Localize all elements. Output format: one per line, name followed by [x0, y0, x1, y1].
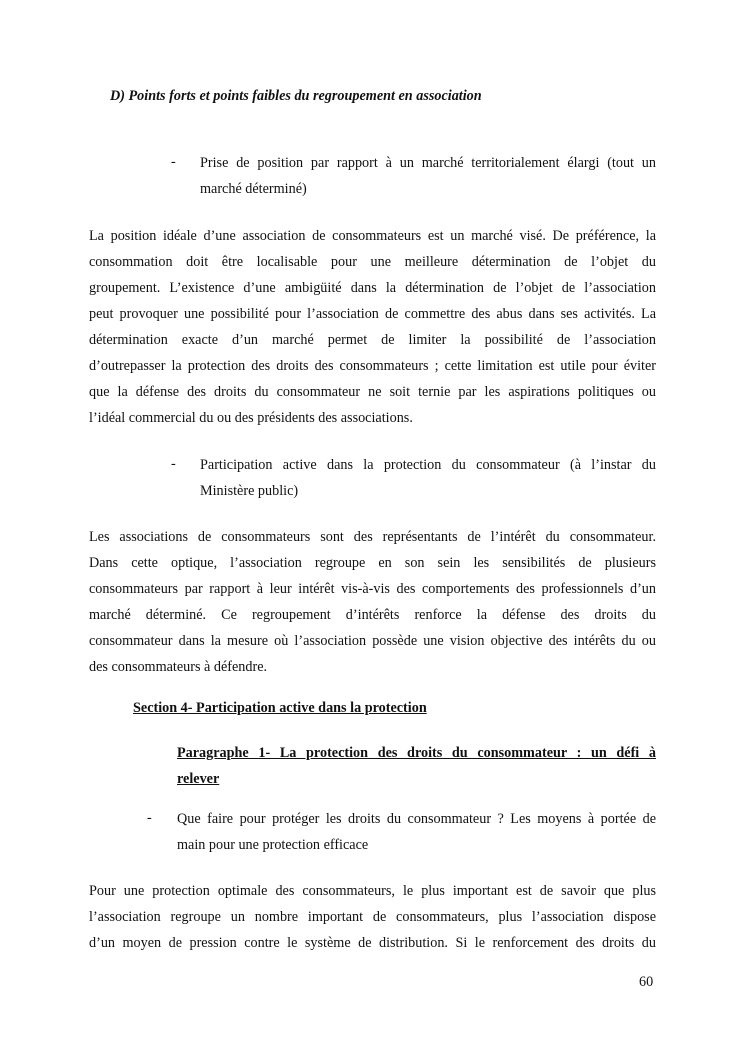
- paragraph-3: [89, 878, 656, 956]
- bullet-1-line-1: Prise de position par rapport à un marché territorialement élargi (tout un: [200, 155, 656, 171]
- bullet-item-2: [200, 452, 656, 504]
- para-2-line-2: Dans cette optique, l’association regroupe en son sein les sensibilités de plusieurs: [89, 555, 656, 571]
- section-heading-d: D) Points forts et points faibles du regroupement en association: [110, 88, 482, 104]
- bullet-3-line-1: Que faire pour protéger les droits du consommateur ? Les moyens à portée de: [177, 811, 656, 827]
- para-1-line-2: consommation doit être localisable pour une meilleure détermination de l’objet du: [89, 254, 656, 270]
- paragraph-2: [89, 524, 656, 680]
- para-2-line-4: marché déterminé. Ce regroupement d’intérêts renforce la défense des droits du: [89, 607, 656, 623]
- para-3-line-1: Pour une protection optimale des consommateurs, le plus important est de savoir que plus: [89, 883, 656, 899]
- para-1-line-8: l’idéal commercial du ou des présidents des associations.: [89, 410, 413, 426]
- paragraph-1: [89, 223, 656, 431]
- para-2-line-5: consommateur dans la mesure où l’association possède une vision objective des intérêts du ou: [89, 633, 656, 649]
- para-1-line-3: groupement. L’existence d’une ambigüité dans la détermination de l’objet de l’association: [89, 280, 656, 296]
- para-3-line-3: d’un moyen de pression contre le système de distribution. Si le renforcement des droits du: [89, 935, 656, 951]
- paragraph-title-line-1: Paragraphe 1- La protection des droits du consommateur : un défi à: [177, 745, 656, 761]
- para-1-line-1: La position idéale d’une association de consommateurs est un marché visé. De préférence, la: [89, 228, 656, 244]
- para-1-line-7: que la défense des droits du consommateur ne soit ternie par les aspirations politiques ou: [89, 384, 656, 400]
- bullet-dash-3: -: [147, 810, 152, 826]
- bullet-1-line-2: marché déterminé): [200, 181, 307, 197]
- paragraph-title-line-2: relever: [177, 771, 220, 787]
- page-number: 60: [639, 974, 654, 990]
- para-1-line-5: détermination exacte d’un marché permet de limiter la possibilité de l’association: [89, 332, 656, 348]
- bullet-item-3: [177, 806, 656, 858]
- para-1-line-4: peut provoquer une possibilité pour l’association de commettre des abus dans ses activités. La: [89, 306, 656, 322]
- bullet-dash-1: -: [171, 154, 176, 170]
- bullet-dash-2: -: [171, 456, 176, 472]
- section-title: Section 4- Participation active dans la protection: [133, 700, 427, 716]
- paragraph-title: [177, 740, 656, 792]
- bullet-3-line-2: main pour une protection efficace: [177, 837, 369, 853]
- para-2-line-1: Les associations de consommateurs sont des représentants de l’intérêt du consommateur.: [89, 529, 656, 545]
- bullet-2-line-1: Participation active dans la protection du consommateur (à l’instar du: [200, 457, 656, 473]
- bullet-2-line-2: Ministère public): [200, 483, 299, 499]
- para-3-line-2: l’association regroupe un nombre important de consommateurs, plus l’association dispose: [89, 909, 656, 925]
- para-2-line-3: consommateurs par rapport à leur intérêt vis-à-vis des comportements des professionnels d’un: [89, 581, 656, 597]
- para-1-line-6: d’outrepasser la protection des droits des consommateurs ; cette limitation est utile pour éviter: [89, 358, 656, 374]
- para-2-line-6: des consommateurs à défendre.: [89, 659, 268, 675]
- bullet-item-1: [200, 150, 656, 202]
